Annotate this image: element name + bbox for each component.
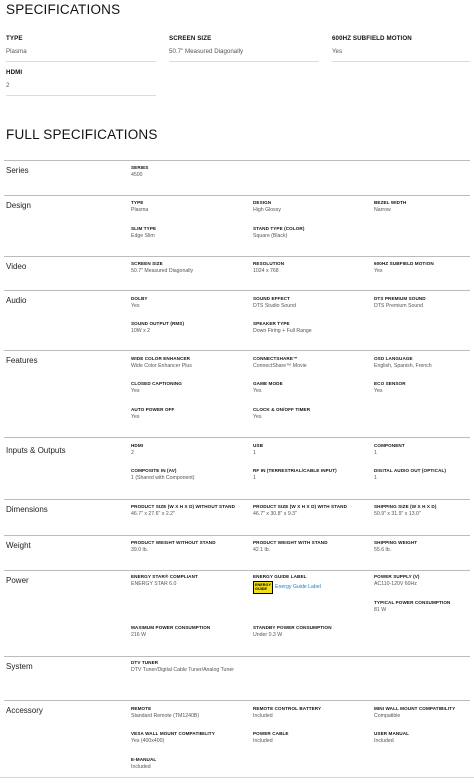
spec-value: 216 W xyxy=(131,632,146,638)
section-divider xyxy=(4,350,470,351)
spec-item xyxy=(374,296,474,310)
spec-item xyxy=(131,625,246,639)
spec-label: MINI WALL MOUNT COMPATIBILITY xyxy=(374,706,456,711)
spec-label: POWER SUPPLY (V) xyxy=(374,574,420,579)
spec-item xyxy=(374,504,474,518)
spec-value: 1 (Shared with Component) xyxy=(131,475,195,481)
section-divider xyxy=(4,256,470,257)
spec-value: 1 xyxy=(253,450,256,456)
spec-label: COMPOSITE IN (AV) xyxy=(131,468,177,473)
spec-item xyxy=(131,443,246,457)
spec-value: 46.7" x 27.6" x 2.2" xyxy=(131,511,175,517)
spec-label: CLOSED CAPTIONING xyxy=(131,381,182,386)
spec-label: POWER CABLE xyxy=(253,731,289,736)
spec-label: DOLBY xyxy=(131,296,148,301)
spec-item xyxy=(253,296,368,310)
spec-item xyxy=(131,504,246,518)
energy-guide-link[interactable]: Energy Guide Label xyxy=(275,584,321,590)
spec-value: Square (Black) xyxy=(253,233,288,239)
spec-value: Yes xyxy=(374,388,383,394)
spec-label: SPEAKER TYPE xyxy=(253,321,290,326)
spec-label: PRODUCT WEIGHT WITH STAND xyxy=(253,540,328,545)
summary-label: HDMI xyxy=(6,69,23,76)
spec-label: PRODUCT SIZE (W X H X D) WITH STAND xyxy=(253,504,348,509)
spec-item xyxy=(374,443,474,457)
section-name: System xyxy=(6,662,33,671)
section-name: Series xyxy=(6,166,29,175)
spec-label: SLIM TYPE xyxy=(131,226,157,231)
summary-label: TYPE xyxy=(6,35,23,42)
page-title: SPECIFICATIONS xyxy=(6,2,121,17)
summary-value: Yes xyxy=(332,48,343,55)
spec-value: Yes xyxy=(374,268,383,274)
section-name: Power xyxy=(6,576,29,585)
spec-item xyxy=(253,706,368,720)
spec-value: Included xyxy=(131,764,151,770)
spec-item xyxy=(253,468,368,482)
summary-divider xyxy=(6,95,156,96)
spec-item xyxy=(253,504,368,518)
spec-value: Edge Slim xyxy=(131,233,155,239)
section-divider xyxy=(4,656,470,657)
spec-item xyxy=(374,706,474,720)
spec-value: Under 0.3 W xyxy=(253,632,283,638)
section-name: Audio xyxy=(6,296,27,305)
spec-label: SOUND OUTPUT (RMS) xyxy=(131,321,185,326)
spec-value: Yes xyxy=(253,414,262,420)
spec-item xyxy=(374,574,474,588)
spec-label: HDMI xyxy=(131,443,144,448)
spec-label: USB xyxy=(253,443,263,448)
spec-label: DTV TUNER xyxy=(131,660,159,665)
section-name: Weight xyxy=(6,541,31,550)
full-specs-title: FULL SPECIFICATIONS xyxy=(6,127,158,142)
spec-item xyxy=(253,625,368,639)
spec-label: REMOTE xyxy=(131,706,152,711)
spec-label: COMPONENT xyxy=(374,443,405,448)
section-divider xyxy=(4,499,470,500)
spec-label: MAXIMUM POWER CONSUMPTION xyxy=(131,625,211,630)
spec-value: Plasma xyxy=(131,207,149,213)
spec-item xyxy=(131,356,246,370)
section-divider xyxy=(4,290,470,291)
spec-value: Compatible xyxy=(374,713,401,719)
spec-item xyxy=(131,381,246,395)
spec-value: 39.0 lb. xyxy=(131,547,149,553)
spec-label: WIDE COLOR ENHANCER xyxy=(131,356,191,361)
spec-label: CLOCK & ON/OFF TIMER xyxy=(253,407,311,412)
spec-label: GAME MODE xyxy=(253,381,283,386)
spec-label: VESA WALL MOUNT COMPATIBILITY xyxy=(131,731,215,736)
spec-label: CONNECTSHARE™ xyxy=(253,356,298,361)
spec-value: 55.6 lb. xyxy=(374,547,392,553)
section-name: Features xyxy=(6,356,38,365)
spec-item xyxy=(374,468,474,482)
spec-label: 600HZ SUBFIELD MOTION xyxy=(374,261,434,266)
spec-item xyxy=(131,200,246,214)
section-name: Video xyxy=(6,262,27,271)
spec-value: High Glossy xyxy=(253,207,281,213)
spec-value: Yes xyxy=(131,388,140,394)
section-divider xyxy=(4,535,470,536)
spec-item xyxy=(131,574,246,588)
spec-item xyxy=(253,226,368,240)
spec-label: TYPE xyxy=(131,200,144,205)
spec-item xyxy=(374,356,474,370)
energy-guide-row xyxy=(253,581,368,594)
spec-label: BEZEL WIDTH xyxy=(374,200,407,205)
spec-label: RF IN (TERRESTRIAL/CABLE INPUT) xyxy=(253,468,337,473)
spec-value: Yes xyxy=(131,414,140,420)
spec-value: Included xyxy=(374,738,394,744)
spec-item xyxy=(131,660,241,674)
spec-value: DTS Premium Sound xyxy=(374,303,424,309)
spec-label: DESIGN xyxy=(253,200,272,205)
spec-item xyxy=(253,200,368,214)
spec-value: 1 xyxy=(374,475,377,481)
spec-value: 1 xyxy=(253,475,256,481)
spec-label: USER MANUAL xyxy=(374,731,410,736)
spec-value: 4500 xyxy=(131,172,143,178)
spec-item xyxy=(374,381,474,395)
spec-value: 50.7" Measured Diagonally xyxy=(131,268,194,274)
section-divider xyxy=(4,160,470,161)
spec-value: DTS Studio Sound xyxy=(253,303,296,309)
section-divider xyxy=(4,195,470,196)
spec-label: PRODUCT SIZE (W X H X D) WITHOUT STAND xyxy=(131,504,236,509)
summary-value: Plasma xyxy=(6,48,27,55)
spec-label: ENERGY STAR® COMPLIANT xyxy=(131,574,198,579)
spec-value: Standard Remote (TM1240B) xyxy=(131,713,200,719)
spec-item xyxy=(131,468,246,482)
spec-label: SHIPPING WEIGHT xyxy=(374,540,418,545)
spec-item xyxy=(131,165,246,179)
spec-item xyxy=(131,407,246,421)
section-name: Design xyxy=(6,201,31,210)
spec-label: SCREEN SIZE xyxy=(131,261,163,266)
spec-label: STANDBY POWER CONSUMPTION xyxy=(253,625,332,630)
spec-item xyxy=(131,540,246,554)
spec-item xyxy=(131,261,246,275)
spec-label: PRODUCT WEIGHT WITHOUT STAND xyxy=(131,540,216,545)
spec-value: Narrow xyxy=(374,207,391,213)
spec-value: AC110-120V 60Hz xyxy=(374,581,417,587)
spec-item xyxy=(253,574,368,594)
summary-divider xyxy=(169,61,319,62)
spec-item xyxy=(131,296,246,310)
section-divider xyxy=(4,437,470,438)
spec-value: DTV Tuner/Digital Cable Tuner/Analog Tuner xyxy=(131,667,234,673)
energy-guide-badge-icon: ENERGY GUIDE xyxy=(253,581,273,594)
spec-label: ECO SENSOR xyxy=(374,381,406,386)
bottom-divider xyxy=(0,777,474,778)
spec-value: English, Spanish, French xyxy=(374,363,432,369)
spec-label: SHIPPING SIZE (W X H X D) xyxy=(374,504,437,509)
section-name: Dimensions xyxy=(6,505,48,514)
spec-value: Yes xyxy=(131,303,140,309)
spec-item xyxy=(374,731,474,745)
spec-label: OSD LANGUAGE xyxy=(374,356,413,361)
spec-label: SERIES xyxy=(131,165,149,170)
spec-item xyxy=(374,261,474,275)
spec-item xyxy=(374,200,474,214)
spec-item xyxy=(131,226,246,240)
spec-item xyxy=(253,540,368,554)
spec-value: Down Firing + Full Range xyxy=(253,328,312,334)
spec-value: 50.9" x 31.9" x 13.0" xyxy=(374,511,421,517)
spec-item xyxy=(131,757,246,771)
spec-value: 42.1 lb. xyxy=(253,547,271,553)
spec-item xyxy=(131,706,246,720)
spec-item xyxy=(253,321,368,335)
spec-item xyxy=(253,356,368,370)
summary-divider xyxy=(6,61,156,62)
spec-label: SOUND EFFECT xyxy=(253,296,290,301)
spec-value: Wide Color Enhancer Plus xyxy=(131,363,192,369)
section-name: Inputs & Outputs xyxy=(6,446,66,455)
spec-value: 46.7" x 30.8" x 9.3" xyxy=(253,511,297,517)
spec-label: STAND TYPE (COLOR) xyxy=(253,226,305,231)
spec-item xyxy=(253,443,368,457)
spec-item xyxy=(131,321,246,335)
spec-item xyxy=(253,261,368,275)
spec-label: TYPICAL POWER CONSUMPTION xyxy=(374,600,451,605)
section-divider xyxy=(4,700,470,701)
spec-value: Yes (400x400) xyxy=(131,738,165,744)
spec-value: ENERGY STAR 6.0 xyxy=(131,581,177,587)
summary-value: 2 xyxy=(6,82,10,89)
spec-value: 2 xyxy=(131,450,134,456)
summary-label: 600HZ SUBFIELD MOTION xyxy=(332,35,412,42)
section-divider xyxy=(4,570,470,571)
summary-divider xyxy=(332,61,470,62)
spec-item xyxy=(131,731,246,745)
spec-label: DIGITAL AUDIO OUT (OPTICAL) xyxy=(374,468,447,473)
spec-label: E-MANUAL xyxy=(131,757,157,762)
summary-value: 50.7" Measured Diagonally xyxy=(169,48,244,55)
spec-value: 1024 x 768 xyxy=(253,268,279,274)
spec-label: ENERGY GUIDE LABEL xyxy=(253,574,307,579)
spec-value: Included xyxy=(253,713,273,719)
spec-value: ConnectShare™ Movie xyxy=(253,363,307,369)
spec-item xyxy=(253,407,368,421)
section-name: Accessory xyxy=(6,706,43,715)
spec-value: Included xyxy=(253,738,273,744)
spec-label: RESOLUTION xyxy=(253,261,285,266)
spec-value: 1 xyxy=(374,450,377,456)
spec-item xyxy=(253,731,368,745)
spec-value: 10W x 2 xyxy=(131,328,151,334)
spec-item xyxy=(253,381,368,395)
spec-label: REMOTE CONTROL BATTERY xyxy=(253,706,322,711)
spec-label: AUTO POWER OFF xyxy=(131,407,175,412)
summary-label: SCREEN SIZE xyxy=(169,35,212,42)
spec-value: 81 W xyxy=(374,607,387,613)
spec-item xyxy=(374,540,474,554)
spec-value: Yes xyxy=(253,388,262,394)
spec-item xyxy=(374,600,474,614)
spec-label: DTS PREMIUM SOUND xyxy=(374,296,426,301)
